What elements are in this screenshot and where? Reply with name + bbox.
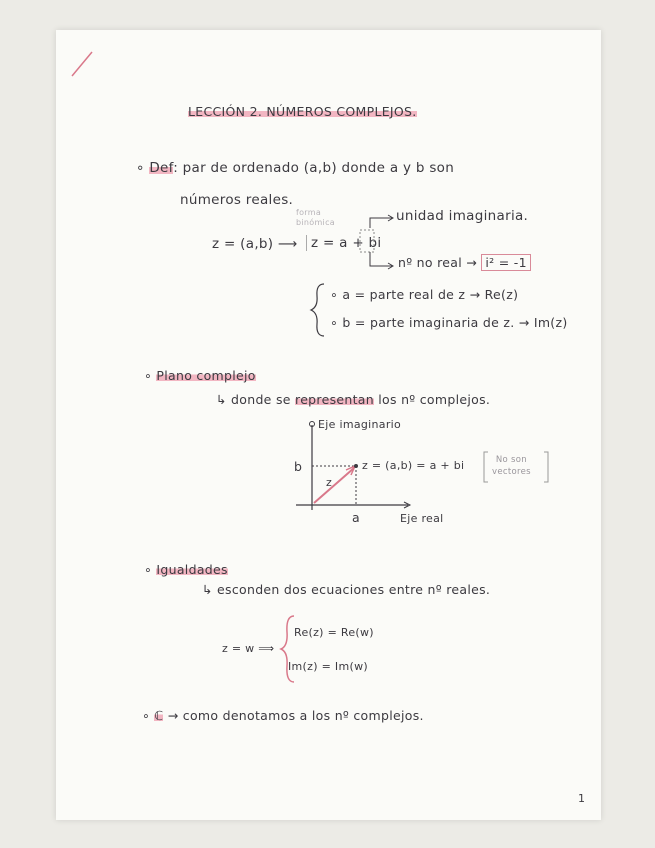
bullet: ∘	[144, 368, 153, 383]
plano-desc-pre: ↳ donde se	[216, 392, 296, 407]
def-label: Def	[149, 160, 174, 176]
forma-note-1: forma	[296, 208, 322, 217]
im-line: ∘ b = parte imaginaria de z. → Im(z)	[330, 315, 568, 330]
def-line-2: números reales.	[180, 192, 294, 208]
point-label: z = (a,b) = a + bi	[362, 459, 465, 472]
z-equals-w: z = w ⟹	[222, 642, 275, 655]
eje-real-label: Eje real	[400, 512, 444, 525]
z-vector-label: z	[326, 476, 333, 489]
i-squared: i² = -1	[481, 254, 530, 271]
def-text-1: : par de ordenado (a,b) donde a y b son	[173, 160, 455, 176]
a-label: a	[352, 510, 360, 525]
notebook-page	[56, 30, 601, 820]
im-equation: Im(z) = Im(w)	[288, 660, 368, 673]
no-real-text: nº no real →	[398, 255, 478, 270]
z-binomial: z = a + bi	[306, 235, 381, 251]
z-pair: z = (a,b) ⟶	[212, 236, 298, 252]
eje-imaginario-label: Eje imaginario	[318, 418, 402, 431]
complex-text: → como denotamos a los nº complejos.	[167, 708, 424, 723]
b-label: b	[294, 459, 303, 474]
plano-desc-hl: representan	[295, 392, 374, 407]
note-line-2: vectores	[492, 467, 531, 477]
bullet: ∘	[142, 708, 151, 723]
complex-symbol: ℂ	[154, 708, 164, 723]
page-number: 1	[578, 792, 586, 805]
plano-desc-post: los nº complejos.	[373, 392, 491, 407]
igualdades-label: Igualdades	[156, 562, 228, 577]
bullet: ∘	[136, 160, 145, 176]
note-line-1: No son	[495, 455, 527, 465]
lesson-title: LECCIÓN 2. NÚMEROS COMPLEJOS.	[188, 104, 417, 119]
unidad-imaginaria: unidad imaginaria.	[396, 208, 529, 224]
forma-note-2: binómica	[296, 218, 335, 227]
bullet: ∘	[144, 562, 153, 577]
complex-set-line	[142, 708, 424, 723]
plano-label: Plano complejo	[156, 368, 256, 383]
igualdades-desc: ↳ esconden dos ecuaciones entre nº reales.	[202, 582, 491, 597]
brace-igualdades	[56, 30, 601, 820]
re-line: ∘ a = parte real de z → Re(z)	[330, 287, 519, 302]
re-equation: Re(z) = Re(w)	[294, 626, 374, 639]
